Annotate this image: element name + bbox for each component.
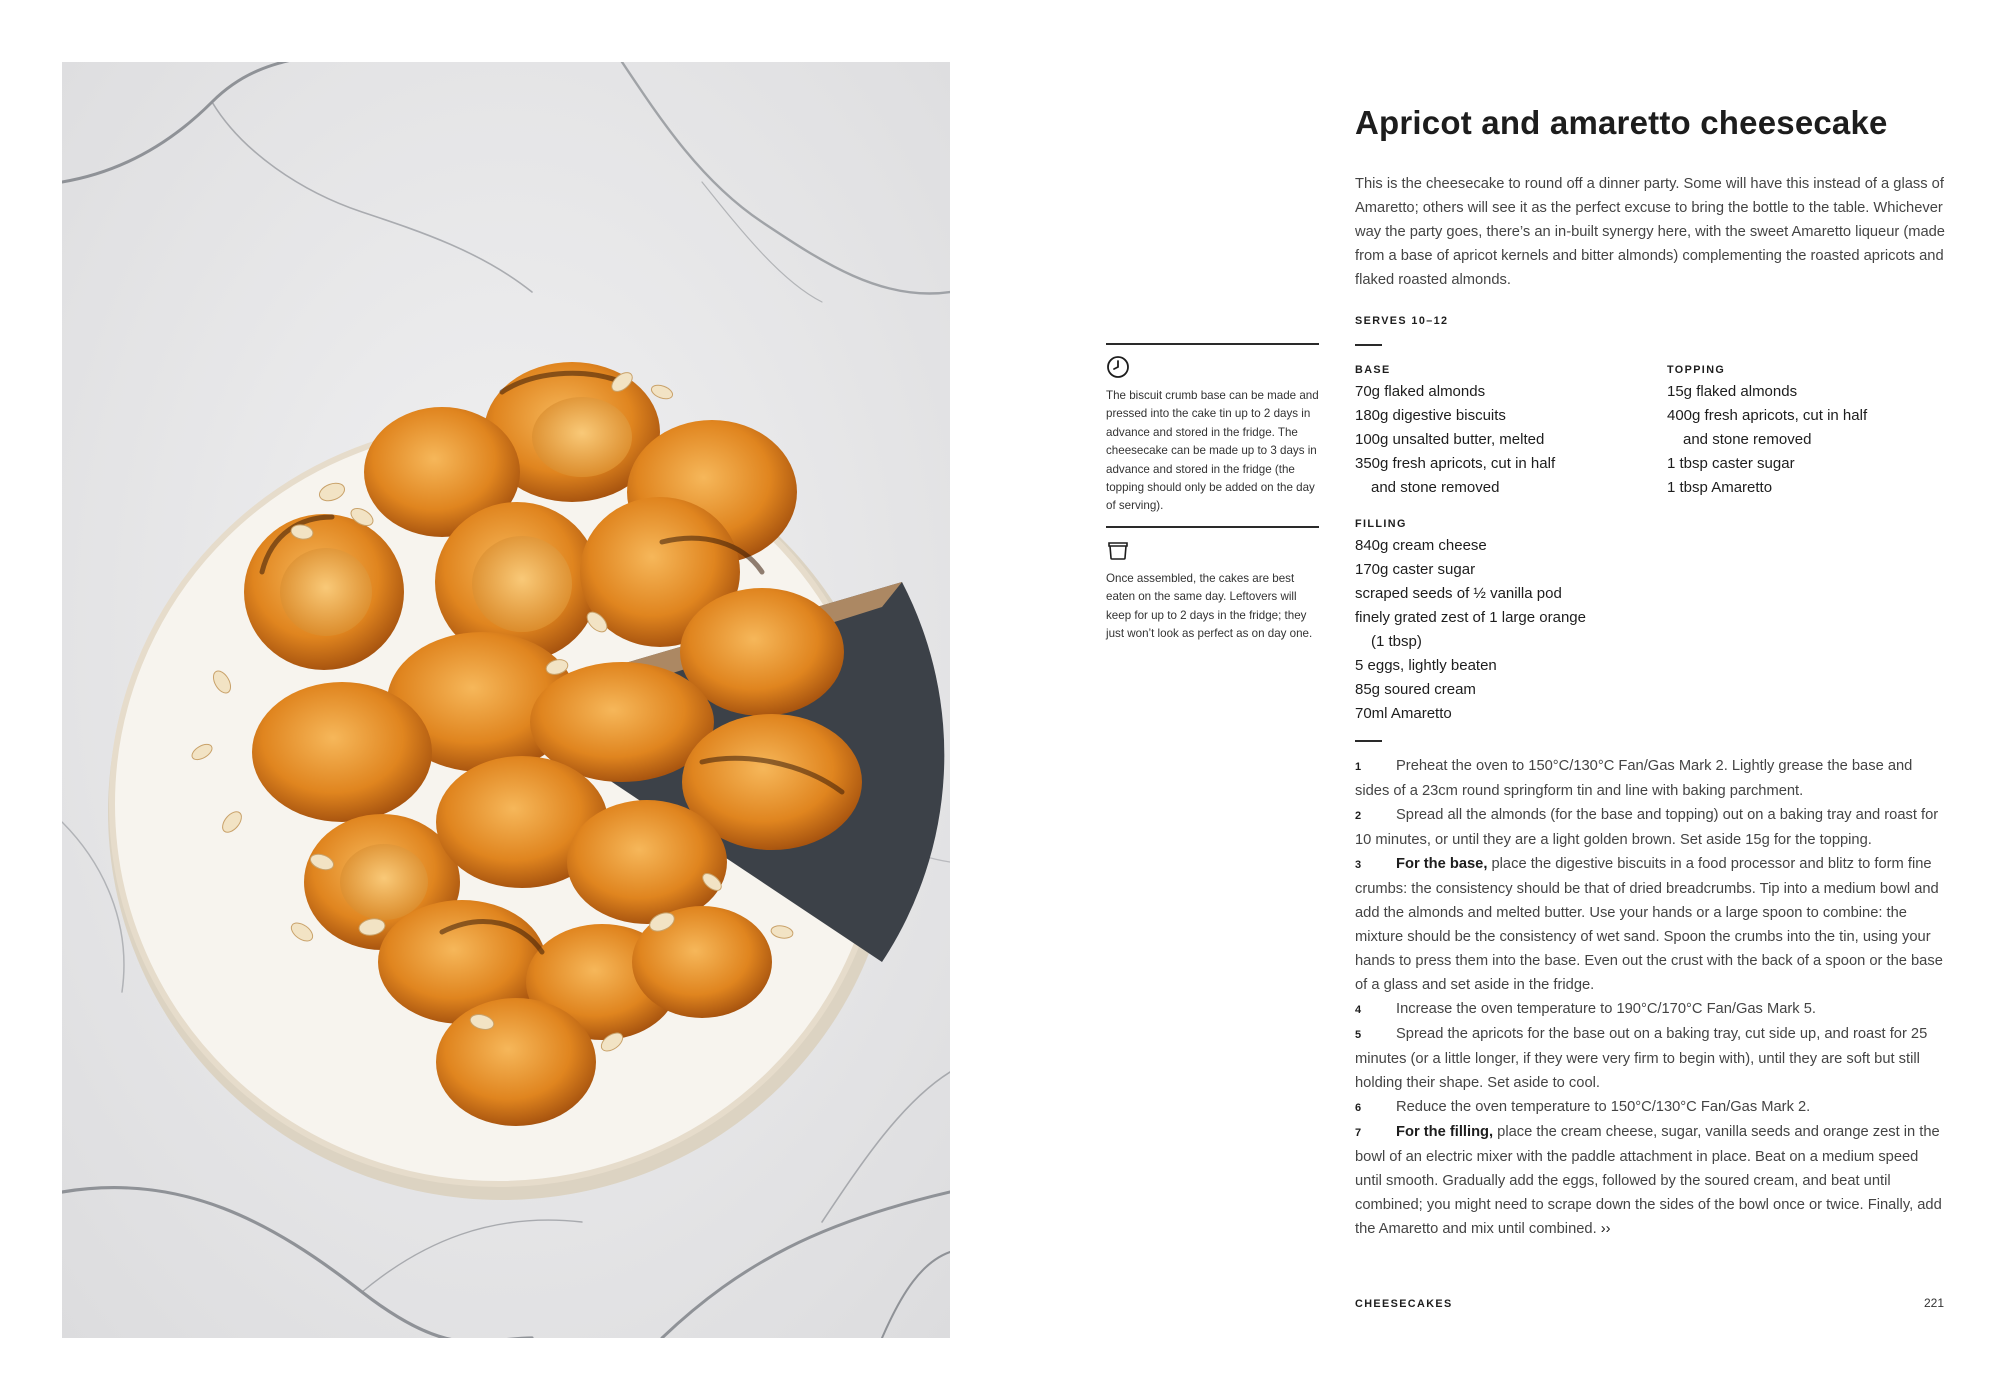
- method-step: [1355, 852, 1945, 997]
- method-step: [1355, 1095, 1945, 1120]
- ingredient-item: and stone removed: [1683, 431, 1812, 448]
- step-number: 2: [1355, 810, 1362, 822]
- step-text: Spread all the almonds (for the base and topping) out on a baking tray and roast for 10 minutes, or until they are a light golden brown. Set aside 15g for the topping.: [1355, 807, 1939, 848]
- method-step: [1355, 1120, 1945, 1241]
- step-text: place the digestive biscuits in a food processor and blitz to form fine crumbs: the consistency should be that of dried breadcrumbs. Tip into a medium bowl and add the almonds and melted butter. Use your hands or a large spoon to combine: the mixture should be the consistency of wet sand. Spoon the crumbs into the tin, using your hands to press them into the base. Even out the crust with the back of a spoon or the base of a glass and set aside in the fridge.: [1355, 856, 1943, 993]
- serves-label: SERVES 10–12: [1355, 315, 1449, 327]
- filling-heading: FILLING: [1355, 518, 1407, 530]
- topping-ingredients: [1667, 364, 1867, 500]
- note-rule: [1106, 343, 1319, 345]
- method-step: [1355, 1022, 1945, 1095]
- ingredient-item: 1 tbsp Amaretto: [1667, 479, 1773, 496]
- section-dash: [1355, 344, 1382, 346]
- method-steps: [1355, 754, 1945, 1241]
- ingredient-item: 840g cream cheese: [1355, 537, 1487, 554]
- container-icon: [1106, 538, 1130, 562]
- step-number: 7: [1355, 1127, 1362, 1139]
- ingredient-item: 15g flaked almonds: [1667, 383, 1798, 400]
- storage-text: Once assembled, the cakes are best eaten on the same day. Leftovers will keep for up to 2 days in the fridge; they just won’t look as perfect as on day one.: [1106, 572, 1313, 641]
- step-number: 5: [1355, 1029, 1362, 1041]
- method-step: [1355, 754, 1945, 803]
- step-number: 1: [1355, 761, 1362, 773]
- ingredient-item: 70g flaked almonds: [1355, 383, 1486, 400]
- recipe-title: Apricot and amaretto cheesecake: [1355, 104, 1888, 141]
- step-number: 4: [1355, 1004, 1362, 1016]
- ingredient-item: 180g digestive biscuits: [1355, 407, 1506, 424]
- cheesecake-illustration: [62, 62, 950, 1338]
- method-step: [1355, 803, 1945, 852]
- ingredient-item: 170g caster sugar: [1355, 561, 1476, 578]
- ingredient-item: finely grated zest of 1 large orange: [1355, 609, 1586, 626]
- ingredient-item: scraped seeds of ½ vanilla pod: [1355, 585, 1562, 602]
- base-heading: BASE: [1355, 364, 1391, 376]
- ingredient-item: 5 eggs, lightly beaten: [1355, 657, 1497, 674]
- step-number: 6: [1355, 1102, 1362, 1114]
- ingredient-item: 350g fresh apricots, cut in half: [1355, 455, 1556, 472]
- base-ingredients: [1355, 364, 1555, 500]
- step-text: place the cream cheese, sugar, vanilla seeds and orange zest in the bowl of an electric mixer with the paddle attachment in place. Beat on a medium speed until smooth. Gradually add the eggs, followed by the soured cream, and beat until combined; you might need to scrape down the sides of the bowl once or twice. Finally, add the Amaretto and mix until combined.: [1355, 1124, 1942, 1237]
- step-number: 3: [1355, 859, 1362, 871]
- ingredient-item: 1 tbsp caster sugar: [1667, 455, 1795, 472]
- note-rule: [1106, 526, 1319, 528]
- ingredient-item: 400g fresh apricots, cut in half: [1667, 407, 1868, 424]
- recipe-intro: This is the cheesecake to round off a dinner party. Some will have this instead of a glass of Amaretto; others will see it as the perfect excuse to bring the bottle to the table. Whichever way the party goes, there’s an in-built synergy here, with the sweet Amaretto liqueur (made from a base of apricot kernels and bitter almonds) complementing the roasted apricots and flaked roasted almonds.: [1355, 176, 1945, 288]
- step-lead: For the filling,: [1396, 1124, 1494, 1140]
- step-lead: For the base,: [1396, 856, 1488, 872]
- continued-marker: ››: [1600, 1221, 1611, 1237]
- ingredient-item: (1 tbsp): [1371, 633, 1422, 650]
- section-dash: [1355, 740, 1382, 742]
- cheesecake-photo: [62, 62, 950, 1338]
- page-number: 221: [1924, 1296, 1945, 1310]
- section-footer: CHEESECAKES: [1355, 1298, 1453, 1310]
- step-text: Increase the oven temperature to 190°C/170°C Fan/Gas Mark 5.: [1396, 1001, 1816, 1017]
- clock-icon: [1106, 355, 1130, 379]
- make-ahead-text: The biscuit crumb base can be made and pressed into the cake tin up to 2 days in advance and stored in the fridge. The cheesecake can be made up to 3 days in advance and stored in the fridge (the topping should only be added on the day of serving).: [1106, 389, 1319, 513]
- ingredient-item: and stone removed: [1371, 479, 1500, 496]
- ingredient-item: 85g soured cream: [1355, 681, 1476, 698]
- make-ahead-note: [1106, 343, 1319, 516]
- method-step: [1355, 997, 1945, 1022]
- topping-heading: TOPPING: [1667, 364, 1726, 376]
- step-text: Spread the apricots for the base out on a baking tray, cut side up, and roast for 25 minutes (or a little longer, if they were very firm to begin with), until they are soft but still holding their shape. Set aside to cool.: [1355, 1026, 1928, 1091]
- step-text: Preheat the oven to 150°C/130°C Fan/Gas Mark 2. Lightly grease the base and sides of a 23cm round springform tin and line with baking parchment.: [1355, 758, 1913, 799]
- ingredient-item: 100g unsalted butter, melted: [1355, 431, 1545, 448]
- step-text: Reduce the oven temperature to 150°C/130°C Fan/Gas Mark 2.: [1396, 1099, 1811, 1115]
- ingredient-item: 70ml Amaretto: [1355, 705, 1452, 722]
- filling-ingredients: [1355, 518, 1586, 726]
- storage-note: [1106, 526, 1319, 644]
